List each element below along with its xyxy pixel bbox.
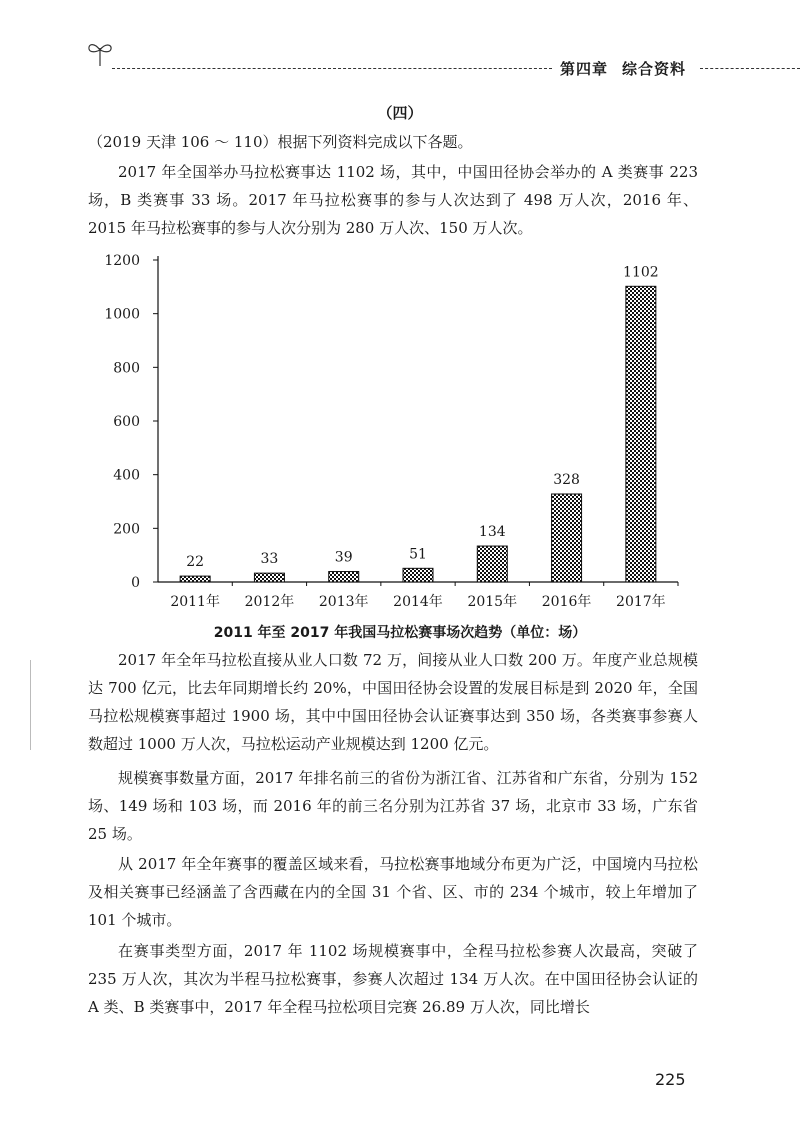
- bar: [180, 576, 210, 582]
- y-tick-label: 1000: [104, 306, 140, 323]
- bar: [626, 286, 656, 582]
- bar-chart: [88, 248, 698, 616]
- paragraph-4: 从 2017 年全年赛事的覆盖区域来看，马拉松赛事地域分布更为广泛，中国境内马拉松及相关赛事已经涵盖了含西藏在内的全国 31 个省、区、市的 234 个城市，较上年增加了 101 个城市。: [88, 855, 698, 929]
- margin-mark: [30, 660, 31, 750]
- section-title: （四）: [377, 104, 423, 122]
- header-rule-right: [700, 68, 800, 69]
- sprout-icon: [86, 38, 114, 68]
- intro-text: （2019 天津 106 ～ 110）根据下列资料完成以下各题。: [88, 133, 473, 151]
- x-tick-label: 2014年: [393, 594, 443, 610]
- bar: [403, 568, 433, 582]
- chart-caption: 2011 年至 2017 年我国马拉松赛事场次趋势（单位：场）: [213, 625, 587, 641]
- x-tick-label: 2015年: [467, 594, 518, 610]
- y-tick-label: 200: [113, 521, 140, 538]
- bar-value-label: 33: [260, 551, 279, 568]
- paragraph-1: 2017 年全国举办马拉松赛事达 1102 场，其中，中国田径协会举办的 A 类赛事 223 场，B 类赛事 33 场。2017 年马拉松赛事的参与人次达到了 498 万人次，2016 年、2015 年马拉松赛事的参与人次分别为 280 万人次、150 万人次。: [88, 163, 698, 237]
- bar-value-label: 51: [409, 546, 427, 563]
- chapter-title: 综合资料: [622, 60, 687, 78]
- bar-value-label: 328: [553, 471, 580, 488]
- x-tick-label: 2017年: [616, 594, 666, 610]
- chapter-number: 第四章: [560, 60, 609, 78]
- paragraph-2: 2017 年全年马拉松直接从业人口数 72 万，间接从业人口数 200 万。年度产业总规模达 700 亿元，比去年同期增长约 20%，中国田径协会设置的发展目标是到 2020 年，全国马拉松规模赛事超过 1900 场，其中中国田径协会认证赛事达到 350 场，各类赛事参赛人数超过 1000 万人次，马拉松运动产业规模达到 1200 亿元。: [88, 651, 698, 753]
- page-number: 225: [655, 1070, 686, 1089]
- bar-value-label: 1102: [623, 264, 659, 281]
- bar: [552, 494, 582, 582]
- x-tick-label: 2011年: [170, 594, 220, 610]
- bar: [254, 573, 284, 582]
- paragraph-3: 规模赛事数量方面，2017 年排名前三的省份为浙江省、江苏省和广东省，分别为 152 场、149 场和 103 场，而 2016 年的前三名分别为江苏省 37 场，北京市 33 场，广东省 25 场。: [88, 769, 698, 843]
- y-tick-label: 0: [131, 575, 140, 591]
- bar-value-label: 39: [334, 549, 353, 566]
- page-header: [0, 0, 800, 90]
- bar-value-label: 22: [186, 554, 205, 571]
- bar: [477, 546, 507, 582]
- bar: [329, 572, 359, 582]
- x-tick-label: 2016年: [541, 594, 592, 610]
- y-tick-label: 1200: [104, 253, 140, 269]
- chapter-heading: [560, 58, 686, 79]
- header-rule-left: [112, 68, 552, 69]
- y-tick-label: 600: [113, 414, 140, 430]
- x-tick-label: 2013年: [318, 594, 369, 610]
- y-tick-label: 400: [113, 467, 140, 484]
- x-tick-label: 2012年: [244, 594, 295, 610]
- paragraph-5: 在赛事类型方面，2017 年 1102 场规模赛事中，全程马拉松参赛人次最高，突破了 235 万人次，其次为半程马拉松赛事，参赛人次超过 134 万人次。在中国田径协会认证的 A 类、B 类赛事中，2017 年全程马拉松项目完赛 26.89 万人次，同比增长: [88, 942, 698, 1016]
- bar-value-label: 134: [478, 524, 506, 541]
- y-tick-label: 800: [113, 360, 140, 377]
